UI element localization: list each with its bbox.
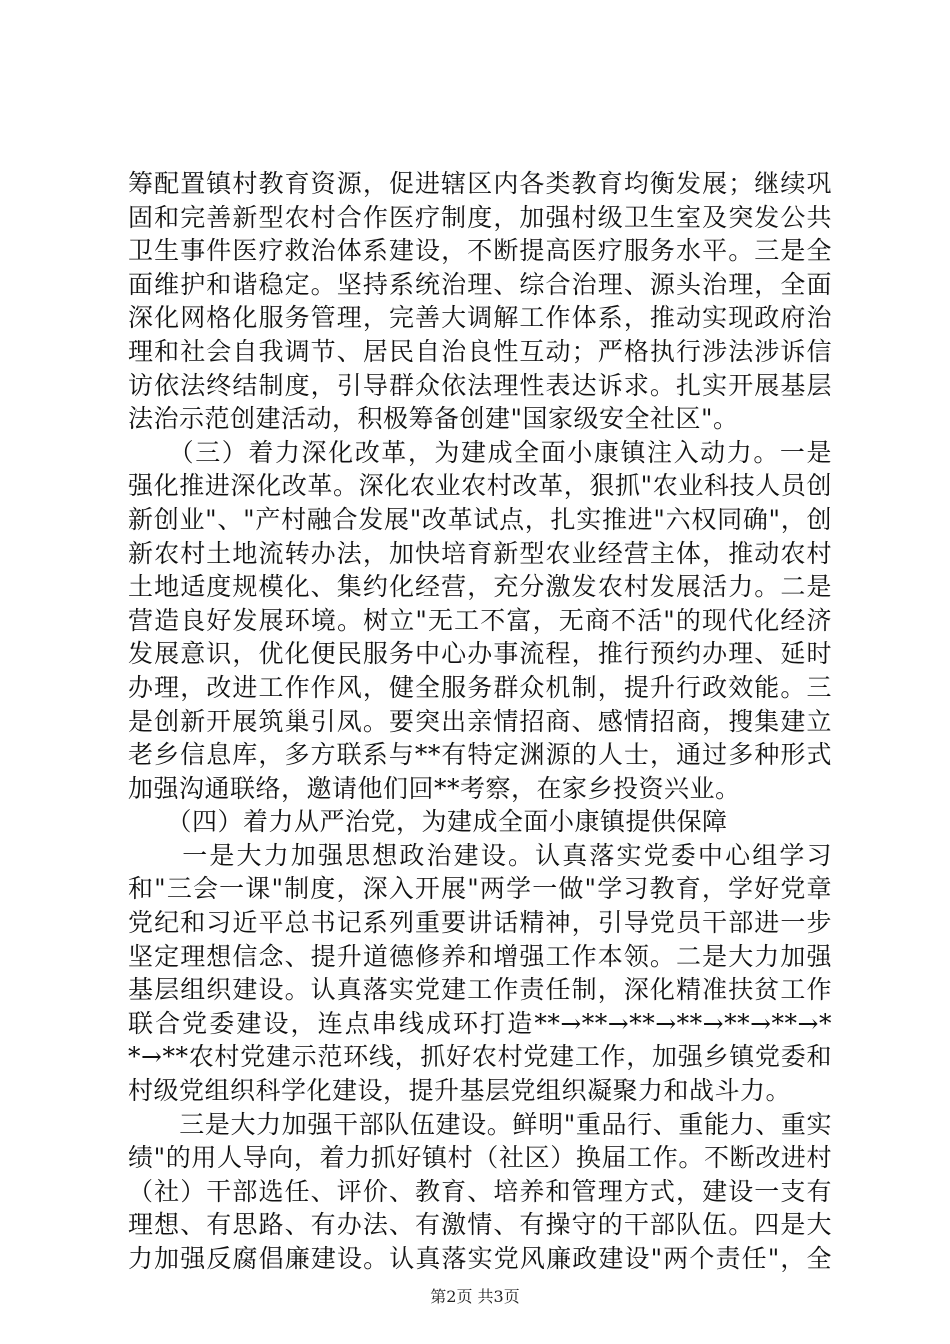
text-line: 土地适度规模化、集约化经营，充分激发农村发展活力。二是 <box>128 572 832 602</box>
text-line: 筹配置镇村教育资源，促进辖区内各类教育均衡发展；继续巩 <box>128 169 832 198</box>
text-line: 办理，改进工作作风，健全服务群众机制，提升行政效能。三 <box>128 672 832 702</box>
text-line: 村级党组织科学化建设，提升基层党组织凝聚力和战斗力。 <box>128 1076 792 1106</box>
text-line: 党纪和习近平总书记系列重要讲话精神，引导党员干部进一步 <box>128 908 832 938</box>
text-line: 法治示范创建活动，积极筹备创建"国家级安全社区"。 <box>128 404 739 434</box>
text-line: 新创业"、"产村融合发展"改革试点，扎实推进"六权同确"，创 <box>128 504 832 534</box>
text-line: 绩"的用人导向，着力抓好镇村（社区）换届工作。不断改进村 <box>128 1143 832 1173</box>
text-line: 力加强反腐倡廉建设。认真落实党风廉政建设"两个责任"，全 <box>128 1244 832 1273</box>
text-line: 新农村土地流转办法，加快培育新型农业经营主体，推动农村 <box>128 538 832 568</box>
document-body <box>128 167 832 1276</box>
text-line: （三）着力深化改革，为建成全面小康镇注入动力。一是 <box>128 437 832 467</box>
text-line: 一是大力加强思想政治建设。认真落实党委中心组学习 <box>128 840 832 870</box>
text-line: 强化推进深化改革。深化农业农村改革，狠抓"农业科技人员创 <box>128 471 832 501</box>
text-line: 坚定理想信念、提升道德修养和增强工作本领。二是大力加强 <box>128 941 832 971</box>
text-line: 访依法终结制度，引导群众依法理性表达诉求。扎实开展基层 <box>128 370 832 400</box>
text-line: （四）着力从严治党，为建成全面小康镇提供保障 <box>128 807 728 837</box>
text-line: 基层组织建设。认真落实党建工作责任制，深化精准扶贫工作 <box>128 975 832 1005</box>
text-line: *→**农村党建示范环线，抓好农村党建工作，加强乡镇党委和 <box>128 1042 832 1072</box>
text-line: 老乡信息库，多方联系与**有特定渊源的人士，通过多种形式 <box>128 740 832 770</box>
text-line: 卫生事件医疗救治体系建设，不断提高医疗服务水平。三是全 <box>128 236 832 266</box>
text-line: 理想、有思路、有办法、有激情、有操守的干部队伍。四是大 <box>128 1210 832 1240</box>
text-line: 和"三会一课"制度，深入开展"两学一做"学习教育，学好党章 <box>128 874 832 904</box>
text-line: （社）干部选任、评价、教育、培养和管理方式，建设一支有 <box>128 1176 832 1206</box>
text-line: 营造良好发展环境。树立"无工不富，无商不活"的现代化经济 <box>128 605 832 635</box>
text-line: 深化网格化服务管理，完善大调解工作体系，推动实现政府治 <box>128 303 832 333</box>
page-footer: 第2页 共3页 <box>430 1287 520 1306</box>
text-line: 固和完善新型农村合作医疗制度，加强村级卫生室及突发公共 <box>128 202 832 232</box>
text-line: 面维护和谐稳定。坚持系统治理、综合治理、源头治理，全面 <box>128 269 832 299</box>
text-line: 联合党委建设，连点串线成环打造**→**→**→**→**→**→* <box>128 1008 832 1038</box>
text-line: 三是大力加强干部队伍建设。鲜明"重品行、重能力、重实 <box>128 1109 832 1139</box>
text-line: 发展意识，优化便民服务中心办事流程，推行预约办理、延时 <box>128 639 832 669</box>
text-line: 是创新开展筑巢引凤。要突出亲情招商、感情招商，搜集建立 <box>128 706 832 736</box>
text-line: 加强沟通联络，邀请他们回**考察，在家乡投资兴业。 <box>128 773 741 803</box>
text-line: 理和社会自我调节、居民自治良性互动；严格执行涉法涉诉信 <box>128 336 832 366</box>
